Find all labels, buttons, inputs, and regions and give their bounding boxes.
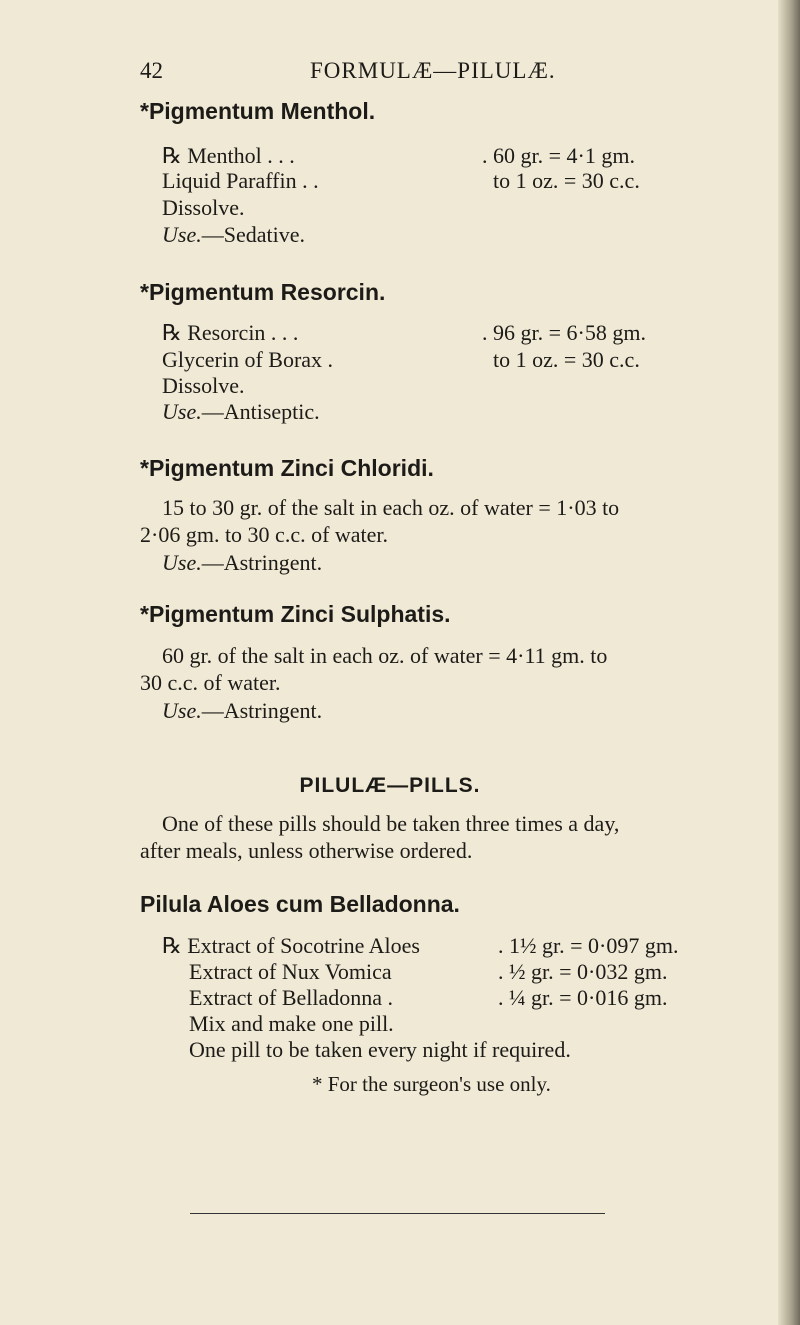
instruction: Mix and make one pill. (189, 1011, 394, 1036)
ingredient-label: Liquid Paraffin . . (162, 168, 319, 193)
use-label: Use. (162, 399, 202, 424)
ingredient-qty: to 1 oz. = 30 c.c. (493, 168, 640, 193)
running-title: FORMULÆ—PILULÆ. (310, 58, 556, 83)
use-line (162, 698, 322, 724)
section-title-aloes: Pilula Aloes cum Belladonna. (140, 891, 460, 917)
ingredient-label: Extract of Belladonna . (189, 985, 394, 1010)
use-label: Use. (162, 222, 202, 247)
instruction: Dissolve. (162, 373, 245, 398)
use-text: —Astringent. (201, 550, 323, 575)
body-text: 2·06 gm. to 30 c.c. of water. (140, 522, 389, 547)
ingredient-qty: . 96 gr. = 6·58 gm. (482, 320, 646, 345)
body-text: after meals, unless otherwise ordered. (140, 838, 473, 863)
use-line (162, 222, 305, 248)
ingredient-qty: . ¼ gr. = 0·016 gm. (498, 985, 668, 1010)
section-title-zinci-chloridi: *Pigmentum Zinci Chloridi. (140, 455, 434, 481)
body-text: One of these pills should be taken three times a day, (162, 811, 620, 836)
section-title-menthol: *Pigmentum Menthol. (140, 98, 376, 124)
footnote: * For the surgeon's use only. (312, 1072, 551, 1096)
body-text: 15 to 30 gr. of the salt in each oz. of water = 1·03 to (162, 495, 620, 520)
ingredient-label: Extract of Nux Vomica (189, 959, 392, 984)
use-line (162, 550, 322, 576)
chapter-title-pills: PILULÆ—PILLS. (299, 774, 481, 797)
ingredient-label: Glycerin of Borax . (162, 347, 334, 372)
instruction: Dissolve. (162, 195, 245, 220)
body-text: 30 c.c. of water. (140, 670, 281, 695)
section-title-zinci-sulphatis: *Pigmentum Zinci Sulphatis. (140, 601, 451, 627)
use-label: Use. (162, 698, 202, 723)
use-text: —Sedative. (201, 222, 305, 247)
ingredient-qty: . ½ gr. = 0·032 gm. (498, 959, 668, 984)
ingredient-label: ℞ Extract of Socotrine Aloes (162, 933, 420, 958)
section-title-resorcin: *Pigmentum Resorcin. (140, 279, 386, 305)
use-text: —Antiseptic. (201, 399, 320, 424)
dosage: One pill to be taken every night if required. (189, 1037, 571, 1062)
ingredient-qty: . 60 gr. = 4·1 gm. (482, 143, 635, 168)
ingredient-label: ℞ Resorcin . . . (162, 320, 299, 345)
ingredient-qty: . 1½ gr. = 0·097 gm. (498, 933, 679, 958)
page-number: 42 (140, 58, 163, 83)
page-edge (778, 0, 800, 1325)
body-text: 60 gr. of the salt in each oz. of water = 4·11 gm. to (162, 643, 608, 668)
footnote-rule (190, 1213, 605, 1214)
use-text: —Astringent. (201, 698, 323, 723)
ingredient-label: ℞ Menthol . . . (162, 143, 295, 168)
use-line (162, 399, 320, 425)
ingredient-qty: to 1 oz. = 30 c.c. (493, 347, 640, 372)
use-label: Use. (162, 550, 202, 575)
